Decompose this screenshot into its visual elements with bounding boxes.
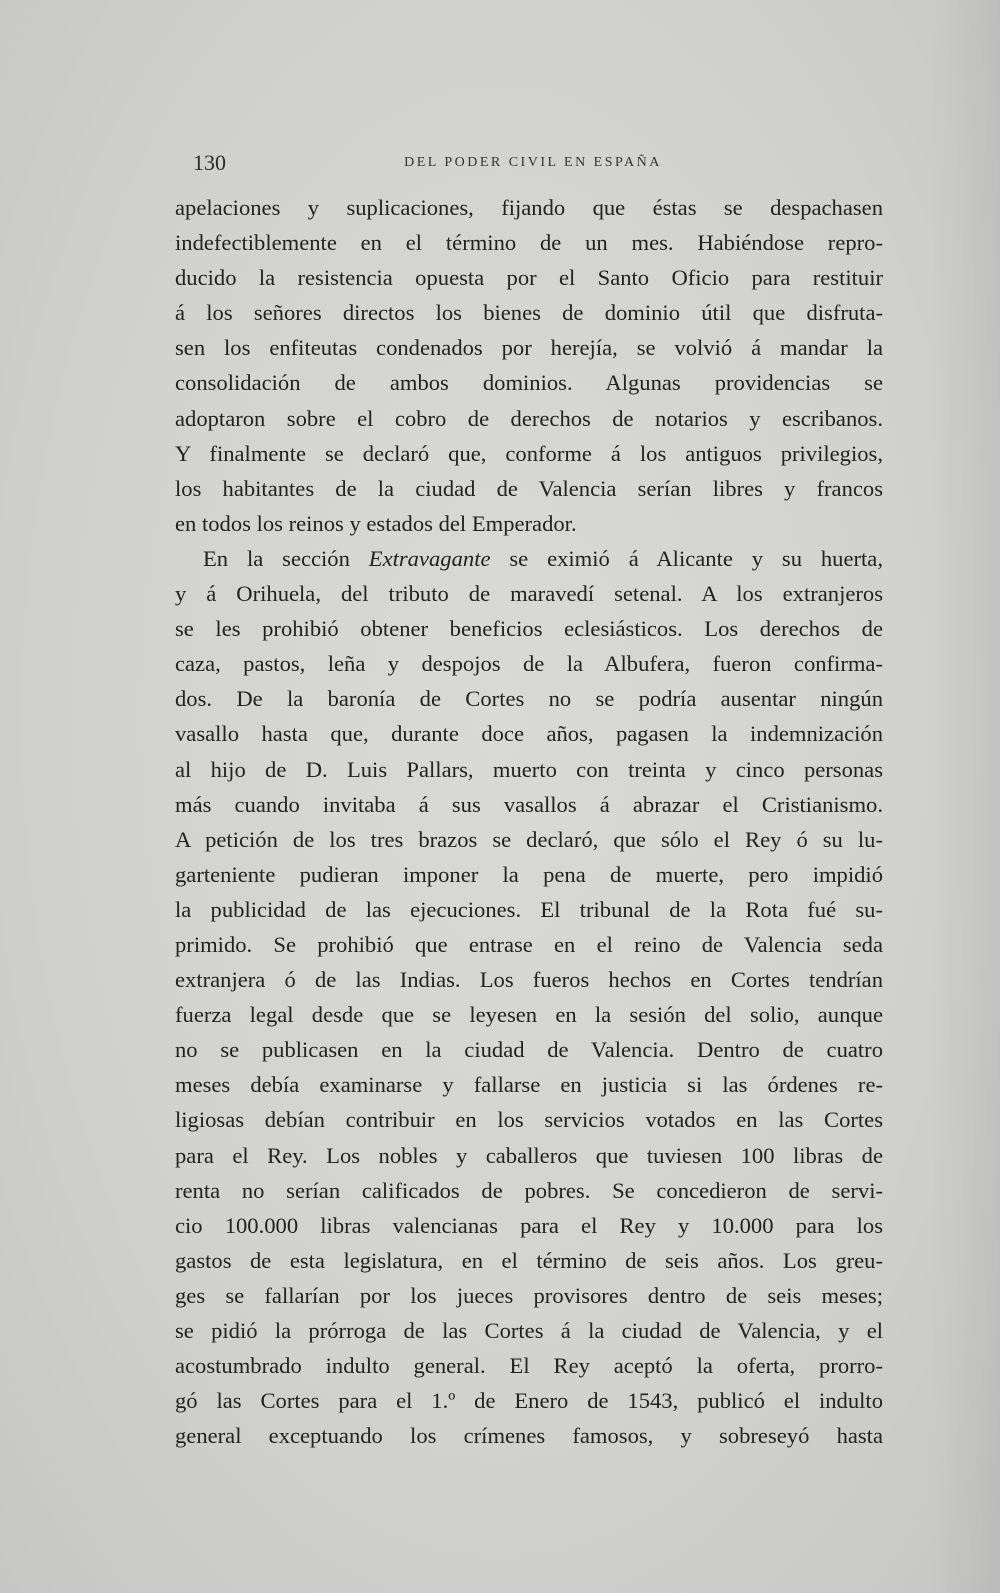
text-line: apelaciones y suplicaciones, fijando que éstas se despachasen <box>175 195 883 220</box>
text-line: los habitantes de la ciudad de Valencia serían libres y francos <box>175 475 883 501</box>
text-line: A petición de los tres brazos se declaró, que sólo el Rey ó su lu- <box>175 826 883 852</box>
body-text <box>175 190 883 1453</box>
text-line: ducido la resistencia opuesta por el Santo Oficio para restituir <box>175 265 883 291</box>
paragraph-start-line <box>175 541 883 576</box>
text-line: caza, pastos, leña y despojos de la Albufera, fueron confirma- <box>175 651 883 677</box>
text-line: más cuando invitaba á sus vasallos á abrazar el Cristianismo. <box>175 791 883 817</box>
text-line: cio 100.000 libras valencianas para el Rey y 10.000 para los <box>175 1212 883 1238</box>
text-line: indefectiblemente en el término de un mes. Habiéndose repro- <box>175 230 883 256</box>
text-line: vasallo hasta que, durante doce años, pagasen la indemnización <box>175 721 883 747</box>
page-number: 130 <box>193 150 226 175</box>
text-line: en todos los reinos y estados del Emperador. <box>175 510 577 536</box>
text-line: ligiosas debían contribuir en los servicios votados en las Cortes <box>175 1107 883 1133</box>
text-line: extranjera ó de las Indias. Los fueros hechos en Cortes tendrían <box>175 967 883 993</box>
text-line: fuerza legal desde que se leyesen en la sesión del solio, aunque <box>175 1002 883 1028</box>
text-line: para el Rey. Los nobles y caballeros que tuviesen 100 libras de <box>175 1142 883 1168</box>
text-line: acostumbrado indulto general. El Rey aceptó la oferta, prorro- <box>175 1353 883 1379</box>
text-line: general exceptuando los crímenes famosos, y sobreseyó hasta <box>175 1423 883 1449</box>
text-line: dos. De la baronía de Cortes no se podría ausentar ningún <box>175 686 883 712</box>
text-line: Y finalmente se declaró que, conforme á los antiguos privilegios, <box>175 440 883 466</box>
text-line: consolidación de ambos dominios. Algunas providencias se <box>175 370 883 396</box>
text-line: primido. Se prohibió que entrase en el reino de Valencia seda <box>175 931 883 957</box>
text-line: se pidió la prórroga de las Cortes á la ciudad de Valencia, y el <box>175 1318 883 1343</box>
text-line: adoptaron sobre el cobro de derechos de notarios y escribanos. <box>175 405 883 431</box>
text-line: no se publicasen en la ciudad de Valencia. Dentro de cuatro <box>175 1037 883 1063</box>
text-line: renta no serían calificados de pobres. Se concedieron de servi- <box>175 1177 883 1203</box>
text-line: y á Orihuela, del tributo de maravedí setenal. A los extranjeros <box>175 581 883 607</box>
para2-text-after: se eximió á Alicante y su huerta, <box>490 545 883 571</box>
text-line: meses debía examinarse y fallarse en justicia si las órdenes re- <box>175 1072 883 1098</box>
running-header <box>193 150 881 180</box>
text-line: se les prohibió obtener beneficios eclesiásticos. Los derechos de <box>175 616 883 642</box>
text-line: sen los enfiteutas condenados por herejía, se volvió á mandar la <box>175 335 883 361</box>
para2-text-before: En la sección <box>203 545 369 571</box>
running-title: DEL PODER CIVIL EN ESPAÑA <box>404 155 662 170</box>
italic-term: Extravagante <box>368 545 491 571</box>
text-line: gastos de esta legislatura, en el término de seis años. Los greu- <box>175 1247 883 1273</box>
text-line: al hijo de D. Luis Pallars, muerto con treinta y cinco personas <box>175 756 883 782</box>
text-line: la publicidad de las ejecuciones. El tribunal de la Rota fué su- <box>175 896 883 922</box>
text-line: garteniente pudieran imponer la pena de muerte, pero impidió <box>175 861 883 887</box>
text-line: á los señores directos los bienes de dominio útil que disfruta- <box>175 300 883 326</box>
text-line: gó las Cortes para el 1.º de Enero de 1543, publicó el indulto <box>175 1388 883 1414</box>
text-line: ges se fallarían por los jueces provisores dentro de seis meses; <box>175 1282 883 1308</box>
